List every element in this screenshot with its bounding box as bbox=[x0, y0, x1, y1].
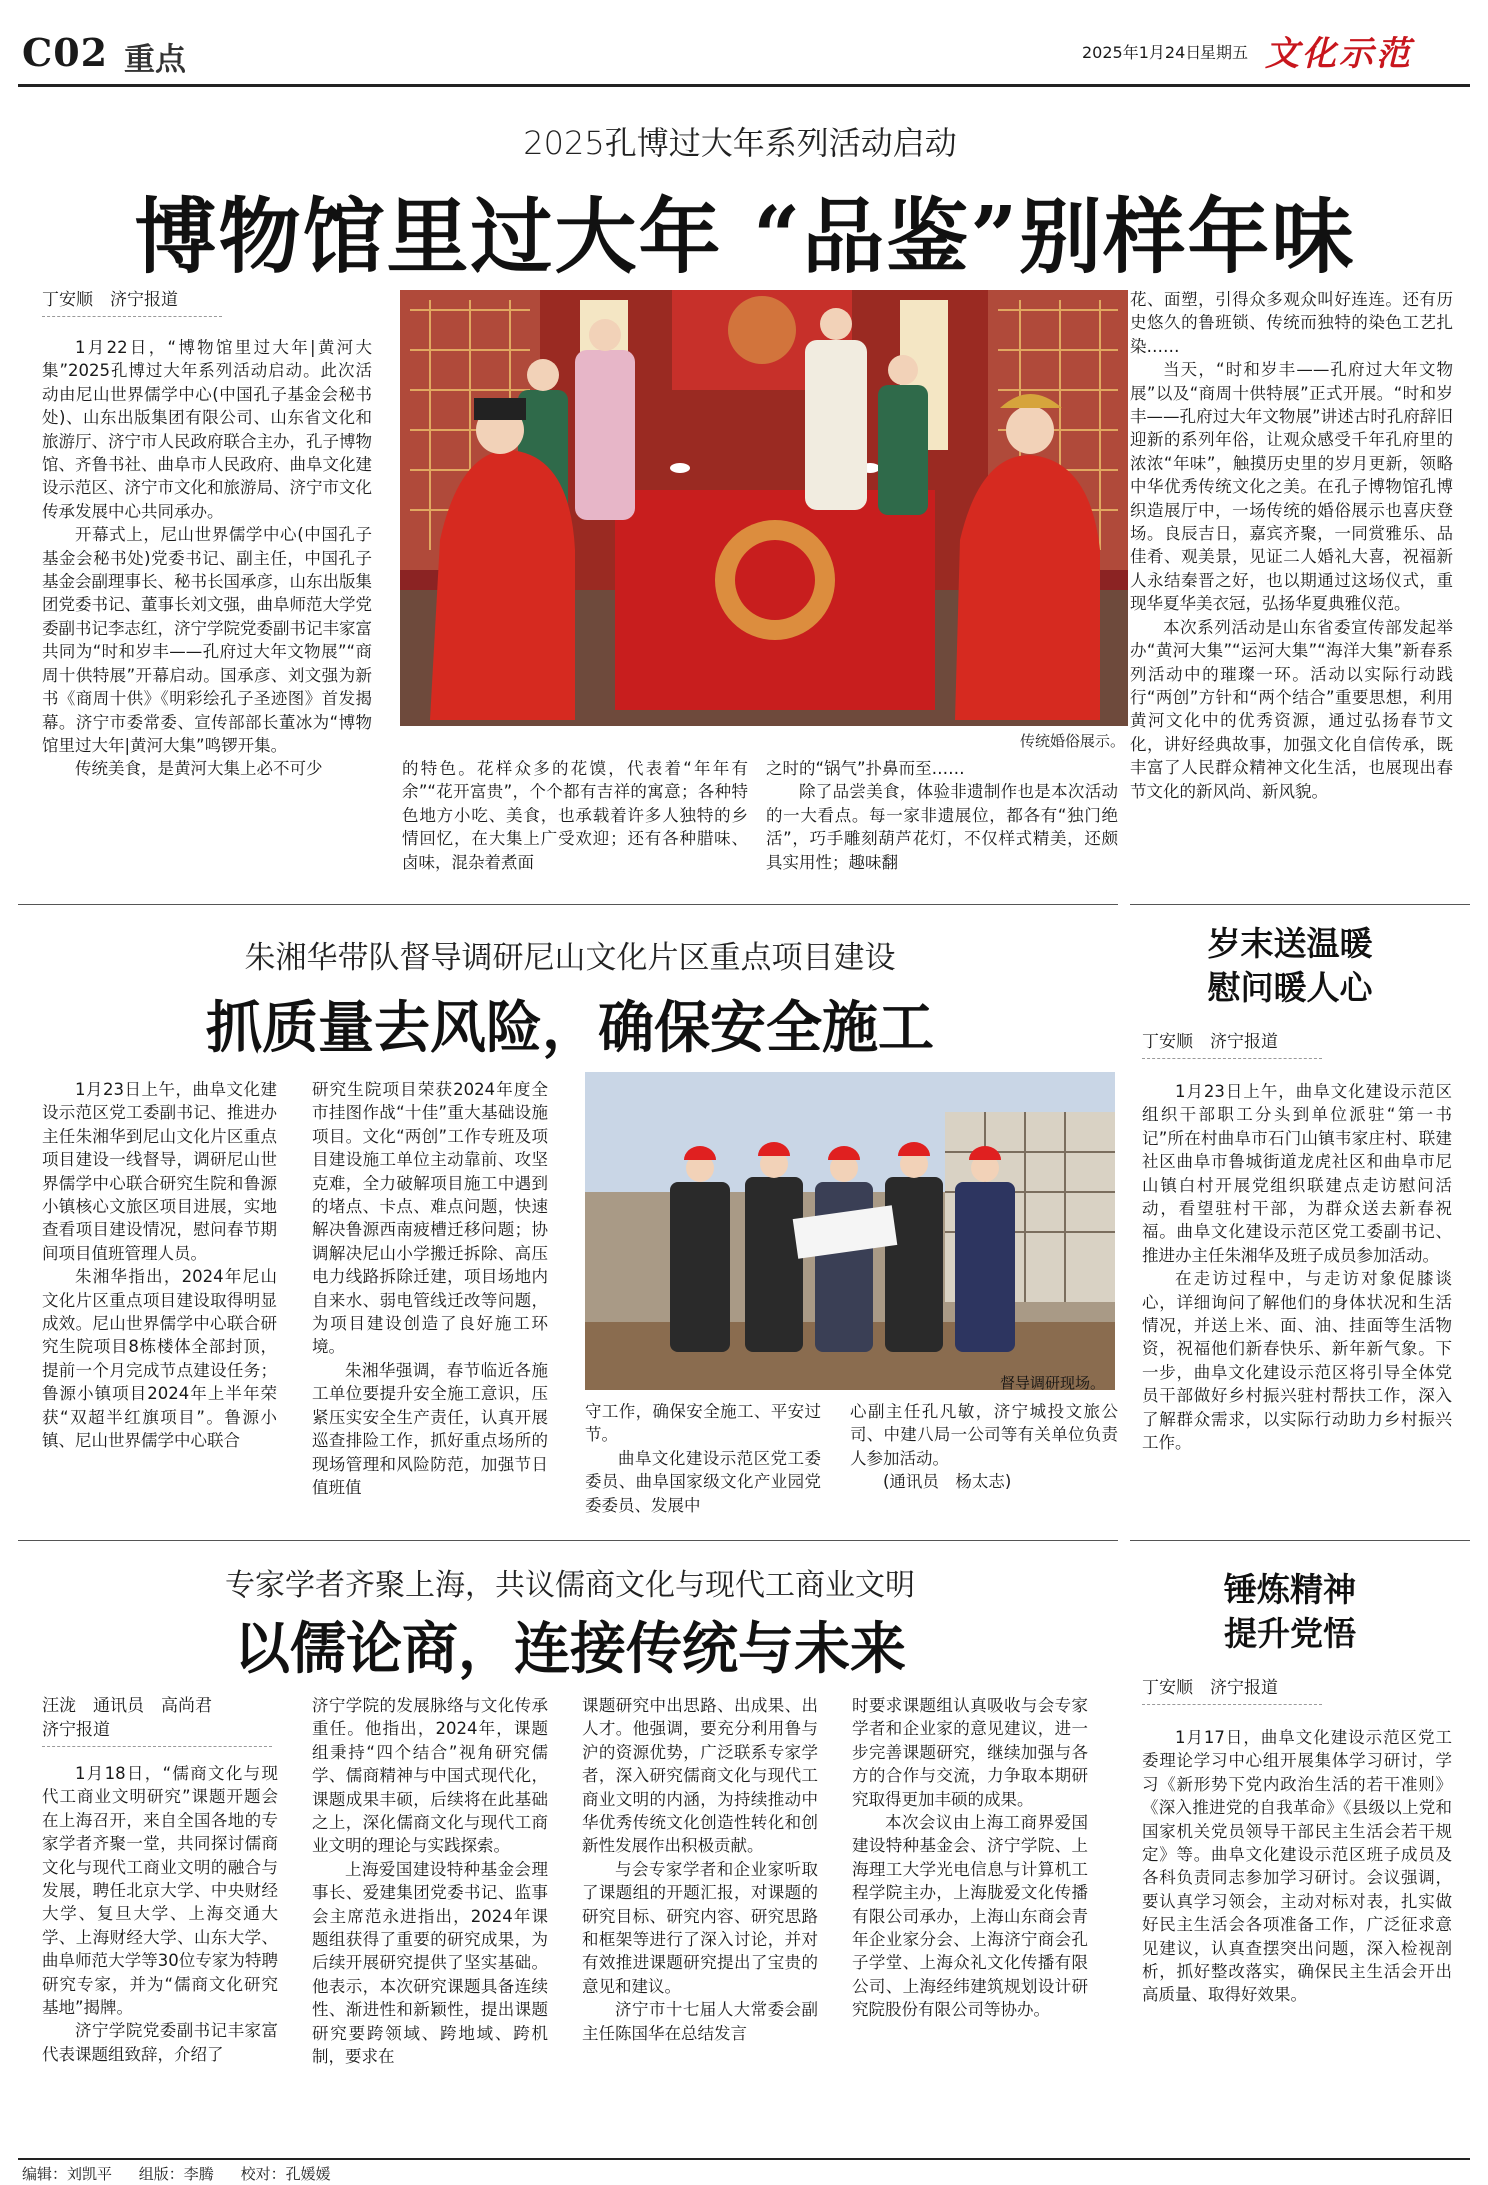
paragraph: 心副主任孔凡敏，济宁城投文旅公司、中建八局一公司等有关单位负责人参加活动。 bbox=[850, 1402, 1118, 1468]
article3-byline bbox=[42, 1694, 272, 1747]
section-name: 重点 bbox=[124, 42, 186, 78]
article2-headline: 抓质量去风险，确保安全施工 bbox=[206, 995, 934, 1061]
paragraph: 朱湘华指出，2024年尼山文化片区重点项目建设取得明显成效。尼山世界儒学中心联合研究生院项目8栋楼体全部封顶，提前一个月完成节点建设任务；鲁源小镇项目2024年上半年荣获“双超半红旗项目”。鲁源小镇、尼山世界儒学中心联合 bbox=[42, 1267, 277, 1451]
article1-byline bbox=[42, 288, 222, 317]
paragraph: 1月17日，曲阜文化建设示范区党工委理论学习中心组开展集体学习研讨，学习《新形势下党内政治生活的若干准则》《深入推进党的自我革命》《县级以上党和国家机关党员领导干部民主生活会若干规定》等。曲阜文化建设示范区班子成员及各科负责同志参加学习研讨。会议强调，要认真学习领会，主动对标对表，扎实做好民主生活会各项准备工作，广泛征求意见建议，认真查摆突出问题，深入检视剖析，抓好整改落实，确保民主生活会开出高质量、取得好效果。 bbox=[1142, 1728, 1452, 2005]
side2-title bbox=[1140, 1568, 1440, 1656]
title-line: 岁末送温暖 bbox=[1207, 924, 1373, 963]
side2-body bbox=[1142, 1726, 1452, 2146]
inspection-photo bbox=[585, 1072, 1115, 1390]
paragraph: 在走访过程中，与走访对象促膝谈心，详细询问了解他们的身体状况和生活情况，并送上米、面、油、挂面等生活物资，祝福他们新春快乐、新年新气象。下一步，曲阜文化建设示范区将引导全体党员干部做好乡村振兴驻村帮扶工作，深入了解群众需求，以实际行动助力乡村振兴工作。 bbox=[1142, 1269, 1452, 1453]
byline-rule bbox=[42, 1746, 272, 1747]
article1-col1 bbox=[42, 336, 372, 891]
article3-col2 bbox=[312, 1694, 548, 2147]
footer-credits bbox=[22, 2163, 331, 2184]
brand-logo: 文化示范 bbox=[1265, 34, 1413, 74]
paragraph: 的特色。花样众多的花馍，代表着“年年有余”“花开富贵”，个个都有吉祥的寓意；各种特色地方小吃、美食，也承载着许多人独特的乡情回忆，在大集上广受欢迎；还有各种腊味、卤味，混杂着煮面 bbox=[402, 759, 748, 872]
paragraph: 当天，“时和岁丰——孔府过大年文物展”以及“商周十供特展”正式开展。“时和岁丰——孔府过大年文物展”讲述古时孔府辞旧迎新的系列年俗，让观众感受千年孔府里的浓浓“年味”，触摸历史里的岁月更新，领略中华优秀传统文化之美。在孔子博物馆孔博织造展厅中，一场传统的婚俗展示也喜庆登场。良辰吉日，嘉宾齐聚，一同赏雅乐、品佳肴、观美景，见证二人婚礼大喜，祝福新人永结秦晋之好，也以期通过这场仪式，重现华夏华美衣冠，弘扬华夏典雅仪范。 bbox=[1130, 360, 1453, 614]
side1-body bbox=[1142, 1080, 1452, 1530]
issue-weekday: 星期五 bbox=[1200, 43, 1249, 62]
byline-rule bbox=[1142, 1058, 1322, 1059]
paragraph: 之时的“锅气”扑鼻而至…… bbox=[766, 759, 965, 778]
article1-kicker: 2025孔博过大年系列活动启动 bbox=[523, 124, 957, 162]
page-code: C02 bbox=[22, 30, 109, 75]
section-divider bbox=[1130, 904, 1470, 905]
inspection-illustration bbox=[585, 1072, 1115, 1390]
article1-col3 bbox=[766, 757, 1118, 892]
photo-caption: 传统婚俗展示。 bbox=[1020, 732, 1126, 750]
paragraph: 上海爱国建设特种基金会理事长、爱建集团党委书记、监事会主席范永进指出，2024年课题组获得了重要的研究成果，为后续开展研究提供了坚实基础。他表示，本次研究课题具备连续性、渐进性和新颖性，提出课题研究要跨领域、跨地域、跨机制，要求在 bbox=[312, 1859, 548, 2067]
article1-col4 bbox=[1130, 288, 1453, 892]
side2-byline bbox=[1142, 1676, 1322, 1705]
byline-rule bbox=[1142, 1704, 1322, 1705]
paragraph: 守工作，确保安全施工、平安过节。 bbox=[585, 1402, 821, 1445]
section-divider bbox=[18, 1540, 1118, 1541]
article3-col4 bbox=[852, 1694, 1088, 2147]
paragraph: 与会专家学者和企业家听取了课题组的开题汇报，对课题的研究目标、研究内容、研究思路和框架等进行了深入讨论，并对有效推进课题研究提出了宝贵的意见和建议。 bbox=[582, 1859, 818, 1996]
paragraph: 1月18日，“儒商文化与现代工商业文明研究”课题开题会在上海召开，来自全国各地的专家学者齐聚一堂，共同探讨儒商文化与现代工商业文明的融合与发展，聘任北京大学、中央财经大学、复旦大学、上海交通大学、上海财经大学、山东大学、曲阜师范大学等30位专家为特聘研究专家，并为“儒商文化研究基地”揭牌。 bbox=[42, 1764, 278, 2018]
article2-col3 bbox=[585, 1400, 821, 1516]
wedding-photo bbox=[400, 290, 1128, 726]
paragraph: 开幕式上，尼山世界儒学中心(中国孔子基金会秘书处)党委书记、副主任，中国孔子基金会副理事长、秘书长国承彦，山东出版集团党委书记、董事长刘文强，曲阜师范大学党委副书记李志红，济宁学院党委副书记丰家富共同为“时和岁丰——孔府过大年文物展”“商周十供特展”开幕启动。国承彦、刘文强为新书《商周十供》《明彩绘孔子圣迹图》首发揭幕。济宁市委常委、宣传部部长董冰为“博物馆里过大年|黄河大集”鸣锣开集。 bbox=[42, 525, 372, 755]
paragraph: 济宁学院的发展脉络与文化传承重任。他指出，2024年，课题组秉持“四个结合”视角研究儒学、儒商精神与中国式现代化，课题成果丰硕，后续将在此基础之上，深化儒商文化与现代工商业文明的理论与实践探索。 bbox=[312, 1696, 548, 1856]
paragraph: 1月23日上午，曲阜文化建设示范区组织干部职工分头到单位派驻“第一书记”所在村曲阜市石门山镇韦家庄村、联建社区曲阜市鲁城街道龙虎社区和曲阜市尼山镇白村开展党组织联建点走访慰问活动，看望驻村干部，为群众送去新春祝福。曲阜文化建设示范区党工委副书记、推进办主任朱湘华及班子成员参加活动。 bbox=[1142, 1082, 1452, 1265]
author-credit: (通讯员 杨太志) bbox=[883, 1472, 1012, 1492]
article3-col1 bbox=[42, 1762, 278, 2147]
paragraph: 时要求课题组认真吸收与会专家学者和企业家的意见建议，进一步完善课题研究，继续加强与各方的合作与交流，力争取本期研究取得更加丰硕的成果。 bbox=[852, 1696, 1088, 1809]
wedding-illustration bbox=[400, 290, 1128, 726]
article3-kicker: 专家学者齐聚上海，共议儒商文化与现代工商业文明 bbox=[225, 1568, 915, 1603]
layout-credit: 组版：李腾 bbox=[138, 2165, 214, 2183]
issue-date: 2025年1月24日 bbox=[1082, 43, 1202, 62]
article3-headline: 以儒论商，连接传统与未来 bbox=[234, 1616, 906, 1682]
paragraph: 朱湘华强调，春节临近各施工单位要提升安全施工意识，压紧压实安全生产责任，认真开展巡查排险工作，抓好重点场所的现场管理和风险防范，加强节日值班值 bbox=[312, 1360, 548, 1497]
masthead bbox=[0, 0, 1488, 90]
side1-byline bbox=[1142, 1030, 1322, 1059]
byline-rule bbox=[42, 316, 222, 317]
title-line: 锤炼精神 bbox=[1224, 1570, 1356, 1609]
paragraph: 传统美食，是黄河大集上必不可少 bbox=[75, 759, 323, 779]
footer-rule bbox=[18, 2158, 1470, 2160]
side1-title bbox=[1140, 922, 1440, 1010]
byline-text: 丁安顺 济宁报道 bbox=[42, 290, 178, 310]
article2-col1 bbox=[42, 1078, 277, 1516]
paragraph: 本次会议由上海工商界爱国建设特种基金会、济宁学院、上海理工大学光电信息与计算机工程学院主办，上海胧爱文化传播有限公司承办，上海山东商会青年企业家分会、上海济宁商会孔子学堂、上海众礼文化传播有限公司、上海经纬建筑规划设计研究院股份有限公司等协办。 bbox=[852, 1813, 1088, 2020]
photo-caption: 督导调研现场。 bbox=[1000, 1374, 1106, 1392]
article2-col2 bbox=[312, 1078, 548, 1516]
paragraph: 济宁市十七届人大常委会副主任陈国华在总结发言 bbox=[582, 2000, 818, 2043]
paragraph: 本次系列活动是山东省委宣传部发起举办“黄河大集”“运河大集”“海洋大集”新春系列活动中的璀璨一环。活动以实际行动践行“两创”方针和“两个结合”重要思想，利用黄河文化中的优秀资源，通过弘扬春节文化，讲好经典故事，加强文化自信传承，既丰富了人民群众精神文化生活，也展现出春节文化的新风尚、新风貌。 bbox=[1130, 617, 1453, 801]
section-divider bbox=[1130, 1540, 1470, 1541]
section-divider bbox=[18, 904, 1118, 905]
article1-col2 bbox=[402, 757, 748, 892]
byline-text: 汪泷 通讯员 高尚君 bbox=[42, 1696, 212, 1716]
byline-text: 丁安顺 济宁报道 bbox=[1142, 1678, 1278, 1698]
title-line: 提升党悟 bbox=[1224, 1614, 1356, 1653]
article1-headline: 博物馆里过大年 “品鉴”别样年味 bbox=[134, 189, 1356, 285]
masthead-rule bbox=[18, 84, 1470, 87]
paragraph: 1月22日，“博物馆里过大年|黄河大集”2025孔博过大年系列活动启动。此次活动由尼山世界儒学中心(中国孔子基金会秘书处)、山东出版集团有限公司、山东省文化和旅游厅、济宁市人民政府联合主办，孔子博物馆、齐鲁书社、曲阜市人民政府、曲阜文化建设示范区、济宁市文化和旅游局、济宁市文化传承发展中心共同承办。 bbox=[42, 338, 372, 521]
byline-text: 丁安顺 济宁报道 bbox=[1142, 1032, 1278, 1052]
paragraph: 课题研究中出思路、出成果、出人才。他强调，要充分利用鲁与沪的资源优势，广泛联系专家学者，深入研究儒商文化与现代工商业文明的内涵，为持续推动中华优秀传统文化创造性转化和创新性发展作出积极贡献。 bbox=[582, 1696, 818, 1856]
paragraph: 济宁学院党委副书记丰家富代表课题组致辞，介绍了 bbox=[42, 2021, 278, 2064]
byline-text: 济宁报道 bbox=[42, 1720, 110, 1740]
paragraph: 花、面塑，引得众多观众叫好连连。还有历史悠久的鲁班锁、传统而独特的染色工艺扎染…… bbox=[1130, 290, 1453, 356]
paragraph: 1月23日上午，曲阜文化建设示范区党工委副书记、推进办主任朱湘华到尼山文化片区重点项目建设一线督导，调研尼山世界儒学中心联合研究生院和鲁源小镇核心文旅区项目进展，实地查看项目建设情况，慰问春节期间项目值班管理人员。 bbox=[42, 1080, 277, 1263]
proof-credit: 校对：孔媛媛 bbox=[240, 2165, 331, 2183]
editor-credit: 编辑：刘凯平 bbox=[22, 2165, 113, 2183]
title-line: 慰问暖人心 bbox=[1207, 968, 1373, 1007]
article3-col3 bbox=[582, 1694, 818, 2147]
paragraph: 除了品尝美食，体验非遗制作也是本次活动的一大看点。每一家非遗展位，都各有“独门绝活”，巧手雕刻葫芦花灯，不仅样式精美，还颇具实用性；趣味翻 bbox=[766, 782, 1118, 872]
article2-kicker: 朱湘华带队督导调研尼山文化片区重点项目建设 bbox=[244, 940, 896, 976]
paragraph: 研究生院项目荣获2024年度全市挂图作战“十佳”重大基础设施项目。文化“两创”工作专班及项目建设施工单位主动靠前、攻坚克难，全力破解项目施工中遇到的堵点、卡点、难点问题，快速解决鲁源西南疲槽迁移问题；协调解决尼山小学搬迁拆除、高压电力线路拆除迁建，项目场地内自来水、弱电管线迁改等问题，为项目建设创造了良好施工环境。 bbox=[312, 1080, 548, 1357]
paragraph: 曲阜文化建设示范区党工委委员、曲阜国家级文化产业园党委委员、发展中 bbox=[585, 1448, 821, 1515]
article2-col4 bbox=[850, 1400, 1118, 1516]
